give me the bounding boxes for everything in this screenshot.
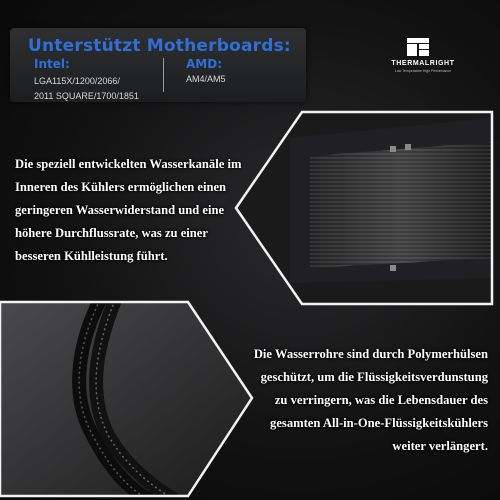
description-line: zu verringern, was die Lebensdauer des <box>274 393 488 407</box>
description-line: geschützt, um die Flüssigkeitsverdunstung <box>260 370 488 384</box>
divider <box>163 58 164 92</box>
description-line: weiter verlängert. <box>392 439 488 453</box>
intel-sockets <box>34 74 162 104</box>
description-line: besseren Kühlleistung führt. <box>15 249 168 263</box>
description-line: geringeren Wasserwiderstand und eine <box>15 203 225 217</box>
motherboard-support-title: Unterstützt Motherboards: <box>28 36 291 56</box>
brand-name: THERMALRIGHT <box>391 60 455 67</box>
water-channel-description <box>15 153 241 268</box>
radiator-hexagon-image <box>230 108 500 308</box>
amd-sockets: AM4/AM5 <box>186 74 226 84</box>
description-line: Die speziell entwickelten Wasserkanäle im <box>15 157 242 171</box>
description-line: gesamten All-in-One-Flüssigkeitskühlers <box>270 416 488 430</box>
brand-tagline: Low Temperature High Performance <box>394 69 452 73</box>
amd-label: AMD: <box>186 57 222 71</box>
thermalright-logo-icon <box>407 38 429 56</box>
tube-protection-description <box>254 343 488 458</box>
description-line: höhere Durchflussrate, was zu einer <box>15 226 208 240</box>
intel-label: Intel: <box>34 57 70 71</box>
intel-sockets-line: LGA115X/1200/2066/ <box>34 76 120 86</box>
description-line: Die Wasserrohre sind durch Polymerhülsen <box>253 347 488 361</box>
intel-sockets-line: 2011 SQUARE/1700/1851 <box>34 91 139 101</box>
tubes-hexagon-image <box>0 300 260 500</box>
description-line: Inneren des Kühlers ermöglichen einen <box>15 180 227 194</box>
